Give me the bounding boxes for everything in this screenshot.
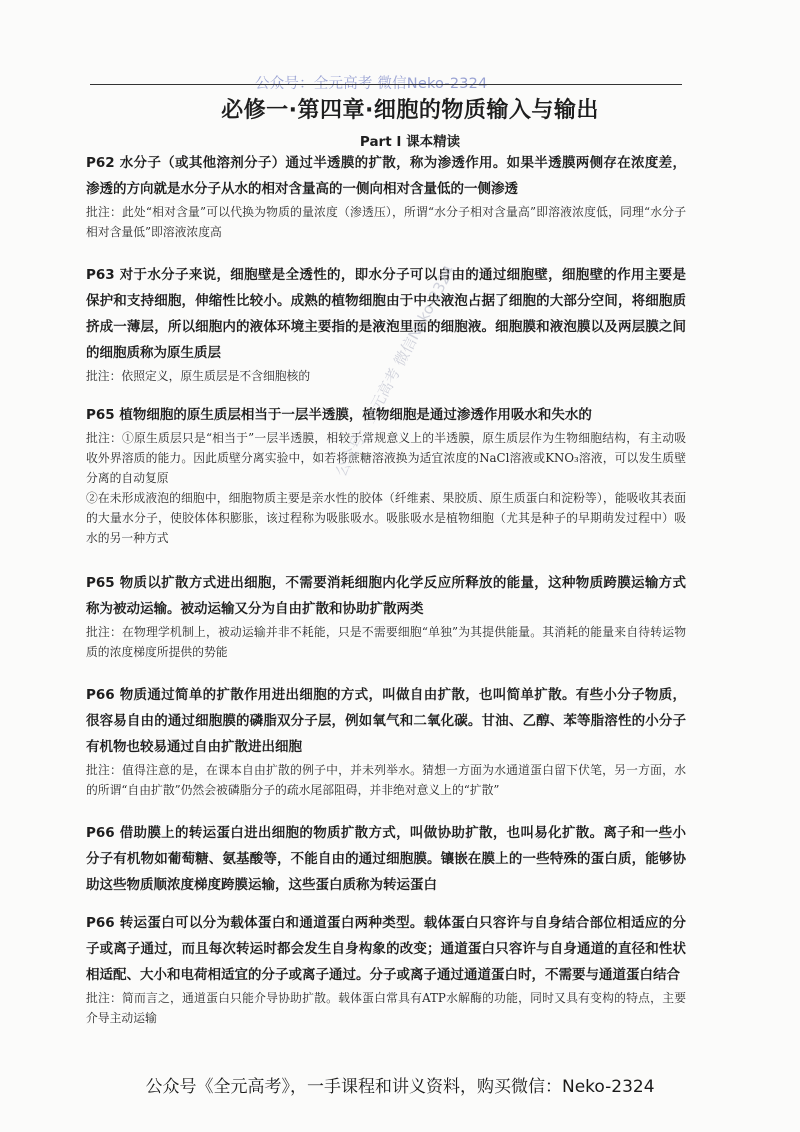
page-ref: P63 bbox=[86, 267, 115, 283]
page-title: 必修一·第四章·细胞的物质输入与输出 bbox=[221, 98, 599, 123]
annotation: 批注：简而言之，通道蛋白只能介导协助扩散。载体蛋白常具有ATP水解酶的功能，同时又具有变构的特点，主要介导主动运输 bbox=[86, 991, 686, 1025]
section-body bbox=[86, 682, 686, 760]
footer-ad: 公众号《全元高考》，一手课程和讲义资料，购买微信：Neko-2324 bbox=[145, 1077, 655, 1097]
annotation: ②在未形成液泡的细胞中，细胞物质主要是亲水性的胶体（纤维素、果胶质、原生质蛋白和淀粉等），能吸收其表面的大量水分子，使胶体体积膨胀，该过程称为吸胀吸水。吸胀吸水是植物细胞（尤其是种子的早期萌发过程中）吸水的另一种方式 bbox=[86, 491, 686, 545]
section-text: 转运蛋白可以分为载体蛋白和通道蛋白两种类型。载体蛋白只容许与自身结合部位相适应的分子或离子通过，而且每次转运时都会发生自身构象的改变；通道蛋白只容许与自身通道的直径和性状相适配、大小和电荷相适宜的分子或离子通过。分子或离子通过通道蛋白时，不需要与通道蛋白结合 bbox=[86, 915, 687, 983]
section-p66-b bbox=[86, 820, 686, 898]
page-ref: P66 bbox=[86, 825, 115, 841]
section-body bbox=[86, 820, 686, 898]
annotation: 批注：值得注意的是，在课本自由扩散的例子中，并未列举水。猜想一方面为水通道蛋白留下伏笔，另一方面，水的所谓“自由扩散”仍然会被磷脂分子的疏水尾部阻碍，并非绝对意义上的“扩散” bbox=[86, 763, 686, 797]
page-ref: P62 bbox=[86, 155, 115, 171]
section-body bbox=[86, 910, 686, 988]
section-subtitle: Part I 课本精读 bbox=[359, 134, 461, 150]
section-text: 借助膜上的转运蛋白进出细胞的物质扩散方式，叫做协助扩散，也叫易化扩散。离子和一些小分子有机物如葡萄糖、氨基酸等，不能自由的通过细胞膜。镶嵌在膜上的一些特殊的蛋白质，能够协助这些物质顺浓度梯度跨膜运输，这些蛋白质称为转运蛋白 bbox=[86, 825, 687, 893]
header-rule bbox=[90, 84, 682, 85]
section-text: 对于水分子来说，细胞壁是全透性的，即水分子可以自由的通过细胞壁，细胞壁的作用主要是保护和支持细胞，伸缩性比较小。成熟的植物细胞由于中央液泡占据了细胞的大部分空间，将细胞质挤成一薄层，所以细胞内的液体环境主要指的是液泡里面的细胞液。细胞膜和液泡膜以及两层膜之间的细胞质称为原生质层 bbox=[86, 267, 687, 361]
section-p65-b bbox=[86, 570, 686, 662]
diagonal-watermark: 公众号：全元高考 微信Neko-2324 bbox=[331, 262, 459, 480]
page-ref: P66 bbox=[86, 687, 115, 703]
section-body bbox=[86, 262, 686, 366]
section-text: 水分子（或其他溶剂分子）通过半透膜的扩散，称为渗透作用。如果半透膜两侧存在浓度差，渗透的方向就是水分子从水的相对含量高的一侧向相对含量低的一侧渗透 bbox=[86, 155, 687, 197]
section-p66-a bbox=[86, 682, 686, 800]
page-ref: P65 bbox=[86, 575, 115, 591]
annotation: 批注：在物理学机制上，被动运输并非不耗能，只是不需要细胞“单独”为其提供能量。其消耗的能量来自待转运物质的浓度梯度所提供的势能 bbox=[86, 625, 686, 659]
annotation: 批注：依照定义，原生质层是不含细胞核的 bbox=[86, 369, 311, 383]
annotation: 批注：此处“相对含量”可以代换为物质的量浓度（渗透压），所谓“水分子相对含量高”即溶液浓度低，同理“水分子相对含量低”即溶液浓度高 bbox=[86, 205, 686, 239]
page-ref: P65 bbox=[86, 407, 115, 423]
section-p62 bbox=[86, 150, 686, 242]
page-ref: P66 bbox=[86, 915, 115, 931]
section-body bbox=[86, 150, 686, 202]
section-text: 植物细胞的原生质层相当于一层半透膜，植物细胞是通过渗透作用吸水和失水的 bbox=[119, 407, 592, 423]
section-p65-a bbox=[86, 402, 686, 548]
watermark-header: 公众号：全元高考 微信Neko-2324 bbox=[255, 76, 488, 92]
section-body bbox=[86, 570, 686, 622]
section-text: 物质通过简单的扩散作用进出细胞的方式，叫做自由扩散，也叫简单扩散。有些小分子物质，很容易自由的通过细胞膜的磷脂双分子层，例如氧气和二氧化碳。甘油、乙醇、苯等脂溶性的小分子有机物也较易通过自由扩散进出细胞 bbox=[86, 687, 687, 755]
annotation: 批注：①原生质层只是“相当于”一层半透膜，相较于常规意义上的半透膜，原生质层作为生物细胞结构，有主动吸收外界溶质的能力。因此质壁分离实验中，如若将蔗糖溶液换为适宜浓度的NaCl溶液或KNO₃溶液，可以发生质壁分离的自动复原 bbox=[86, 431, 686, 485]
section-text: 物质以扩散方式进出细胞，不需要消耗细胞内化学反应所释放的能量，这种物质跨膜运输方式称为被动运输。被动运输又分为自由扩散和协助扩散两类 bbox=[86, 575, 687, 617]
section-p66-c bbox=[86, 910, 686, 1028]
